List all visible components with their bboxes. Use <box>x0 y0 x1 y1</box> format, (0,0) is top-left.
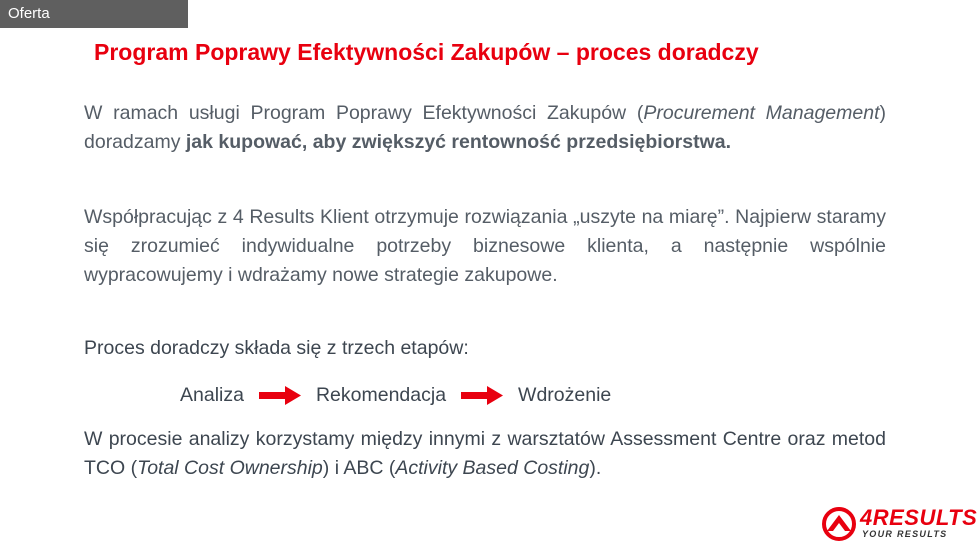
tco-term: Total Cost Ownership <box>137 457 323 479</box>
company-logo <box>822 505 977 542</box>
intro-term: Procurement Management <box>643 102 880 124</box>
page-title: Program Poprawy Efektywności Zakupów – proces doradczy <box>94 39 759 65</box>
section-tab <box>0 0 188 28</box>
section-tab-label: Oferta <box>8 5 50 22</box>
logo-mark-icon <box>822 507 858 541</box>
intro-text-mid: ) doradzamy <box>84 102 886 153</box>
analysis-text-start: W procesie analizy korzystamy między innymi z warsztatów Assessment Centre oraz metod TCO ( <box>84 428 886 479</box>
intro-highlight: jak kupować, aby zwiększyć rentowność przedsiębiorstwa. <box>185 131 731 153</box>
analysis-text-end: ). <box>589 457 602 479</box>
process-intro <box>84 334 886 363</box>
analysis-paragraph <box>84 425 886 483</box>
cooperation-text: Współpracując z 4 Results Klient otrzymuje rozwiązania „uszyte na miarę”. Najpierw staramy się zrozumieć indywidualne potrzeby biznesowe klienta, a następnie wspólnie wypracowujemy i wdrażamy nowe strategie zakupowe. <box>84 206 886 286</box>
abc-term: Activity Based Costing <box>395 457 590 479</box>
process-flow <box>180 380 611 410</box>
right-arrow-icon <box>460 384 504 406</box>
logo-brand: 4RESULTS <box>860 505 977 530</box>
right-arrow-icon <box>258 384 302 406</box>
cooperation-paragraph <box>84 203 886 290</box>
analysis-text-mid: ) i ABC ( <box>322 457 396 479</box>
intro-text-start: W ramach usługi Program Poprawy Efektywności Zakupów ( <box>84 102 644 124</box>
logo-tagline: YOUR RESULTS <box>862 529 948 539</box>
process-step-recommendation: Rekomendacja <box>315 383 447 406</box>
process-step-analysis: Analiza <box>180 383 244 406</box>
intro-paragraph <box>84 99 886 157</box>
process-step-implementation: Wdrożenie <box>518 383 612 406</box>
process-intro-text: Proces doradczy składa się z trzech etapów: <box>84 337 469 359</box>
